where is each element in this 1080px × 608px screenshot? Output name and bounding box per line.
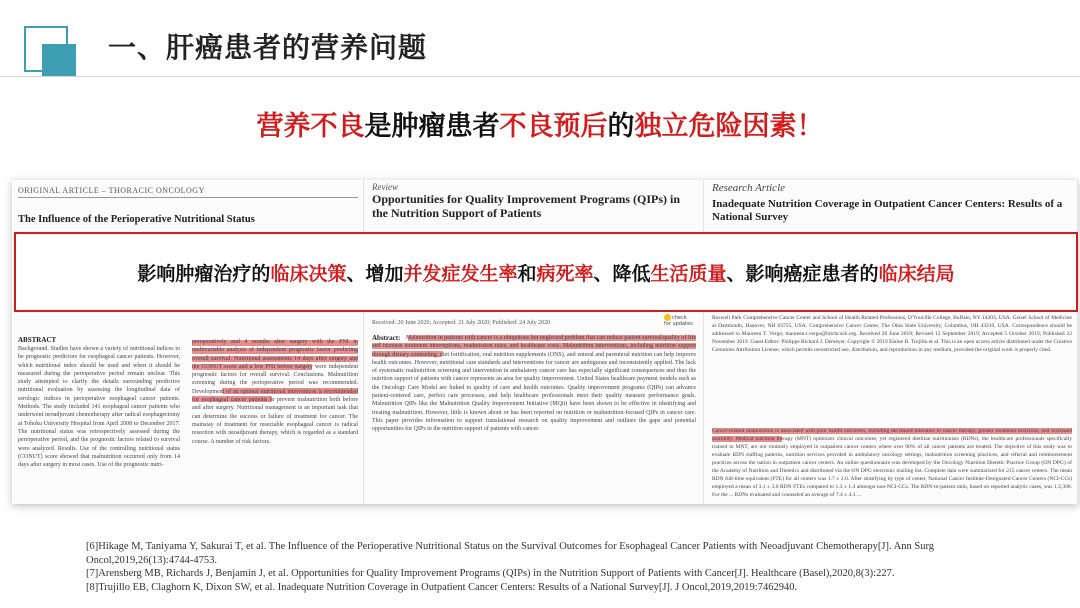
callout-clinical-decision: 临床决策 <box>270 262 347 285</box>
callout-text: 、增加 <box>346 262 404 285</box>
paper-1-column-2: preoperatively and 4 months after surgery with the PNI in multivariable analysis of independent prognostic factor predicting overall survival. Nutritional assessments 14 days after surgery and the CONUT score and a low PNI before surgery were independent prognostic factors for overall survival. Conclusions. Malnutrition screening during the perioperative period was recommended. Development of an optimal nutritional intervention is recommended for esophageal cancer patients to prevent malnutrition both before and after surgery. Nutritional management is an important task that can determine the success or failure of treatment for cancer. The mainstay of treatment for resectable esophageal cancer is radical resection with neoadjuvant therapy, which is regarded as a standard course. A number of risk factors. <box>192 339 358 445</box>
updates-icon <box>664 314 671 321</box>
paper-2-title: Opportunities for Quality Improvement Programs (QIPs) in the Nutrition Support of Patients <box>372 192 680 220</box>
paper-3-tag: Research Article <box>712 182 786 194</box>
callout-clinical-outcome: 临床结局 <box>878 262 955 285</box>
key-impacts-callout <box>14 232 1078 312</box>
headline-poor-prognosis: 不良预后 <box>499 111 608 142</box>
check-updates-badge <box>664 314 694 326</box>
paper-1-abstract-heading: ABSTRACT <box>18 336 57 344</box>
paper-3-title: Inadequate Nutrition Coverage in Outpatient Cancer Centers: Results of a National Survey <box>712 198 1063 223</box>
references <box>86 540 1006 594</box>
paper-1-column-1: Background. Studies have shown a variety of nutritional indices to be prognostic predictors for esophageal cancer patients. However, which nutritional index should be used and when it should be measured during the perioperative period remain unclear. This study attempted to clarify the details surrounding predictive nutritional evaluation by assessing the longitudinal data of serologic indices in perioperative esophageal cancer patients. Methods. The study included 141 esophageal cancer patients who underwent neoadjuvant chemotherapy after radical esophagectomy at Tohoku University Hospital from April 2008 to December 2017. The nutritional status was retrospectively assessed during the perioperative period, and the prognostic factors related to survival were analyzed. Results. Use of the controlling nutritional status (CONUT) score showed that malnutrition occurred only from 14 days after surgery in most cases. Use of the prognostic nutri- <box>18 346 180 469</box>
reference-item: [8]Trujillo EB, Claghorn K, Dixon SW, et al. Inadequate Nutrition Coverage in Outpatient Cancer Centers: Results of a National Survey[J]. J Oncol,2019,2019:7462940. <box>86 581 798 593</box>
callout-complication-rate: 并发症发生率 <box>403 262 518 285</box>
reference-item: [6]Hikage M, Taniyama Y, Sakurai T, et al. The Influence of the Perioperative Nutritional Status on the Survival Outcomes for Esophageal Cancer Patients with Neoadjuvant Chemotherapy[J]. Ann Surg Oncol,2019,26(13):4744-4753. <box>86 541 935 566</box>
paper-2-abstract-heading: Abstract: <box>372 334 401 342</box>
headline-text-2: 的 <box>607 111 635 142</box>
headline <box>0 104 1080 143</box>
paper-screenshots <box>12 180 1078 504</box>
paper-1 <box>12 180 364 504</box>
callout-text: 、影响癌症患者的 <box>726 262 879 285</box>
reference-item: [7]Arensberg MB, Richards J, Benjamin J, et al. Opportunities for Quality Improvement Programs (QIPs) in the Nutrition Support of Patients with Cancer[J]. Healthcare (Basel),2020,8(3):227. <box>86 568 895 579</box>
callout-quality-of-life: 生活质量 <box>650 262 727 285</box>
page-title: 一、肝癌患者的营养问题 <box>108 31 428 64</box>
callout-text: 、降低 <box>593 262 651 285</box>
paper-2-received: Received: 20 June 2020; Accepted: 21 July 2020; Published: 24 July 2020 <box>372 320 551 326</box>
callout-mortality: 病死率 <box>536 262 594 285</box>
paper-3-affiliations: Roswell Park Comprehensive Cancer Center and School of Health Related Professions, D'Youville College, Buffalo, NY 14203, USA. Geisel School of Medicine at Dartmouth, Hanover, NH 03755, USA. Comprehensive Cancer Center, The Ohio State University, Columbus, OH 43210, USA. Correspondence should be addressed to Maureen T. Vergo; maureen.t.vergo@hitchcock.org. Received 26 June 2019; Revised 12 September 2019; Accepted 5 October 2019; Published 22 November 2019. Guest Editor: Philippe Richard J. Demeyer. Copyright © 2019 Elaine B. Trujillo et al. This is an open access article distributed under the Creative Commons Attribution License, which permits unrestricted use, distribution, and reproduction in any medium, provided the original work is properly cited. <box>712 315 1072 353</box>
paper-3-abstract: Cancer-related malnutrition is associated with poor health outcomes, including decreased tolerance to cancer therapy, greater treatment toxicities, and increased mortality. Medical nutrition therapy (MNT) optimizes clinical outcomes, yet registered dietitian nutritionists (RDNs), the healthcare professionals specifically trained in MNT, are not routinely employed in outpatient cancer centers where over 90% of all cancer patients are treated. The objective of this study was to evaluate RDN staffing patterns, nutrition services provided in ambulatory oncology settings, malnutrition screening practices, and referral and reimbursement practices across the nation in outpatient cancer centers. An online questionnaire was developed by the Oncology Nutrition Dietetic Practice Group (ON DPG) of the Academy of Nutrition and Dietetics and distributed via the ON DPG electronic mailing list. Complete data were summarized for 215 cancer centers. The mean RDN full-time equivalent (FTE) for all centers was 1.7 ± 2.0. After stratifying by type of center, National Cancer Institute-Designated Cancer Centers (NCI-CCs) employed a mean of 3.1 ± 3.0 RDN FTEs compared to 1.3 ± 1.4 amongst non-NCI-CCs. The RDN-to-patient ratio, based on reported analytic cases, was 1:2,308. For the ... RDNs evaluated and counseled an average of 7.4 ± 4.3 ... <box>712 428 1072 498</box>
paper-2 <box>364 180 704 504</box>
headline-malnutrition: 营养不良 <box>256 111 365 142</box>
header-decoration-fill <box>42 44 76 76</box>
callout-text: 和 <box>517 262 537 285</box>
paper-3 <box>704 180 1078 504</box>
headline-risk-factor: 独立危险因素！ <box>634 111 824 142</box>
paper-1-title: The Influence of the Perioperative Nutritional Status <box>18 214 255 225</box>
callout-text: 影响肿瘤治疗的 <box>137 262 271 285</box>
paper-2-abstract: Malnutrition in patients with cancer is a ubiquitous but neglected problem that can reduce patient survival/quality of life and increase treatment interruptions, readmission rates, and healthcare costs. Malnutrition interventions, including nutrition support through dietary counseling, diet fortification, oral nutrition supplements (ONS), and enteral and parenteral nutrition can help improve health outcomes. However, nutritional care standards and interventions for cancer are ambiguous and inconsistently applied. The lack of systematic malnutrition screening and intervention in ambulatory cancer care has especially significant consequences and thus the nutrition support of patients with cancer represents an area for quality improvement. United States healthcare payment models such as the Oncology Care Model are linked to quality of care and health outcomes. Quality improvement programs (QIPs) can advance patient-centered care, perfect care processes, and help healthcare professionals meet their quality measure performance goals. Malnutrition QIPs like the Malnutrition Quality Improvement Initiative (MQii) have been shown to be effective in identifying and treating malnutrition. However, little is known about or has been reported on nutrition or malnutrition-focused QIPs in cancer care. This paper provides information to support translational research on quality improvement and outlines the gaps and potential opportunities for QIPs in the nutrition support of patients with cancer. <box>372 335 696 433</box>
header-divider <box>0 76 1080 77</box>
updates-label: check for updates <box>664 315 693 327</box>
headline-text-1: 是肿瘤患者 <box>364 111 500 142</box>
paper-2-tag: Review <box>372 182 398 192</box>
paper-1-tag: ORIGINAL ARTICLE – THORACIC ONCOLOGY <box>18 186 358 198</box>
